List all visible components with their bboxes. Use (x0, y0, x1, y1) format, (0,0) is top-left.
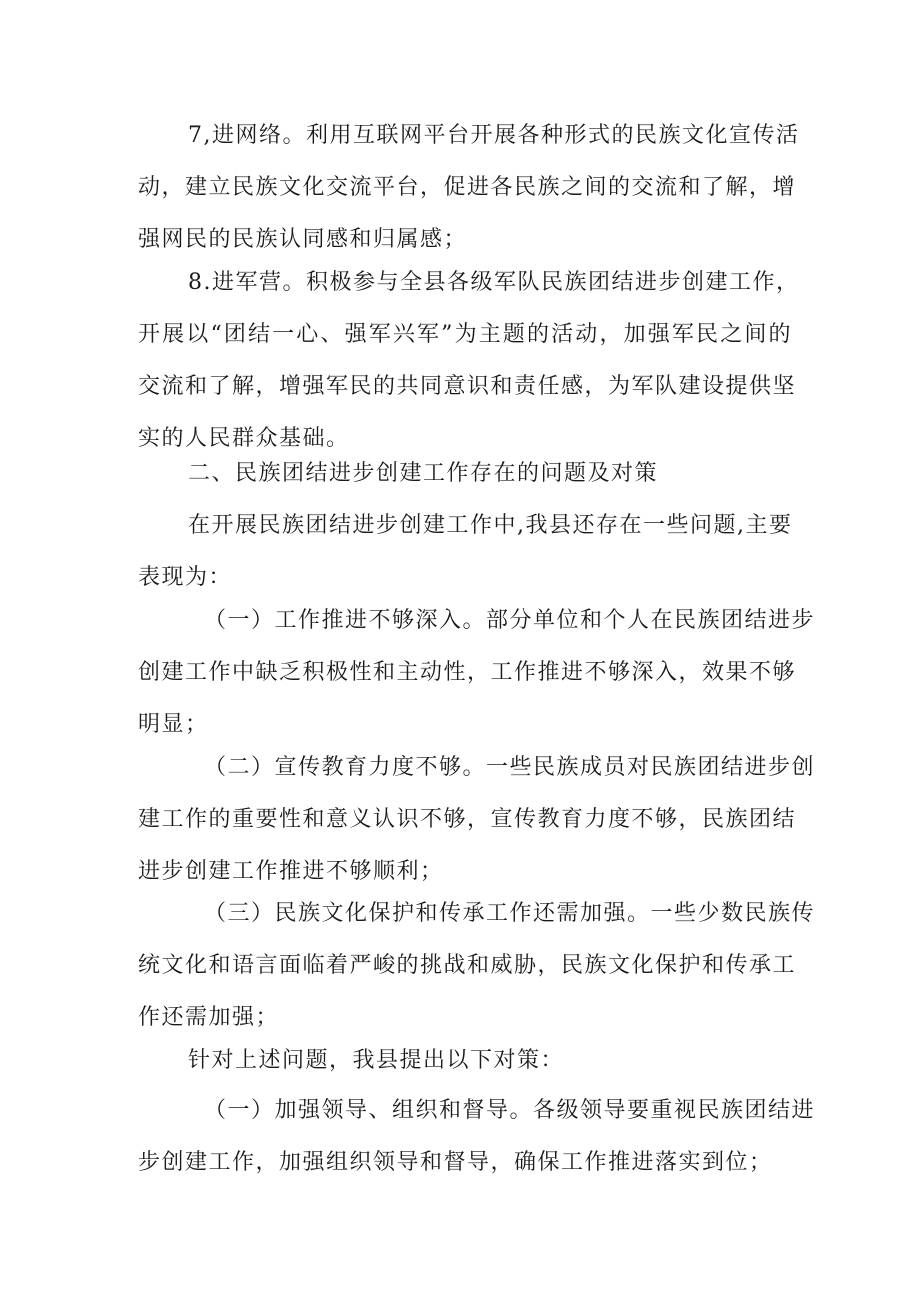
text-line: （二）宣传教育力度不够。一些民族成员对民族团结进步创 (204, 755, 816, 780)
text-line: （一）工作推进不够深入。部分单位和个人在民族团结进步 (204, 608, 816, 633)
text-line: 步创建工作，加强组织领导和督导，确保工作推进落实到位； (138, 1150, 773, 1175)
text-line: 针对上述问题，我县提出以下对策： (188, 1048, 565, 1073)
problem-item-3 (138, 896, 816, 1036)
text-line: 二、民族团结进步创建工作存在的问题及对策 (188, 461, 659, 486)
text-line: 8.进军营。积极参与全县各级军队民族团结进步创建工作， (188, 270, 800, 295)
text-line: 进步创建工作推进不够顺利； (138, 859, 444, 884)
paragraph-item-8 (138, 265, 800, 457)
measures-intro (138, 1043, 792, 1079)
problem-item-2 (138, 750, 816, 890)
text-line: 交流和了解，增强军民的共同意识和责任感，为军队建设提供坚 (138, 374, 797, 399)
text-line: 统文化和语言面临着严峻的挑战和威胁，民族文化保护和传承工 (138, 953, 797, 978)
section-heading (138, 456, 792, 492)
text-line: 创建工作中缺乏积极性和主动性，工作推进不够深入，效果不够 (138, 660, 797, 685)
measure-item-1 (138, 1093, 816, 1181)
text-line: 建工作的重要性和意义认识不够，宣传教育力度不够，民族团结 (138, 807, 797, 832)
text-line: 在开展民族团结进步创建工作中,我县还存在一些问题,主要 (188, 513, 793, 538)
problem-item-1 (138, 603, 816, 743)
intro-paragraph (138, 508, 792, 596)
text-line: 动，建立民族文化交流平台，促进各民族之间的交流和了解，增 (138, 175, 797, 200)
text-line: 实的人民群众基础。 (138, 426, 350, 451)
text-line: 表现为： (138, 565, 233, 590)
text-line: 强网民的民族认同感和归属感； (138, 227, 468, 252)
text-line: 7,进网络。利用互联网平台开展各种形式的民族文化宣传活 (188, 123, 800, 148)
text-line: 开展以“团结一心、强军兴军”为主题的活动，加强军民之间的 (138, 322, 792, 347)
text-line: 作还需加强； (138, 1005, 280, 1030)
text-line: （三）民族文化保护和传承工作还需加强。一些少数民族传 (204, 901, 816, 926)
text-line: 明显； (138, 712, 209, 737)
paragraph-item-7 (138, 118, 800, 258)
text-line: （一）加强领导、组织和督导。各级领导要重视民族团结进 (204, 1098, 816, 1123)
